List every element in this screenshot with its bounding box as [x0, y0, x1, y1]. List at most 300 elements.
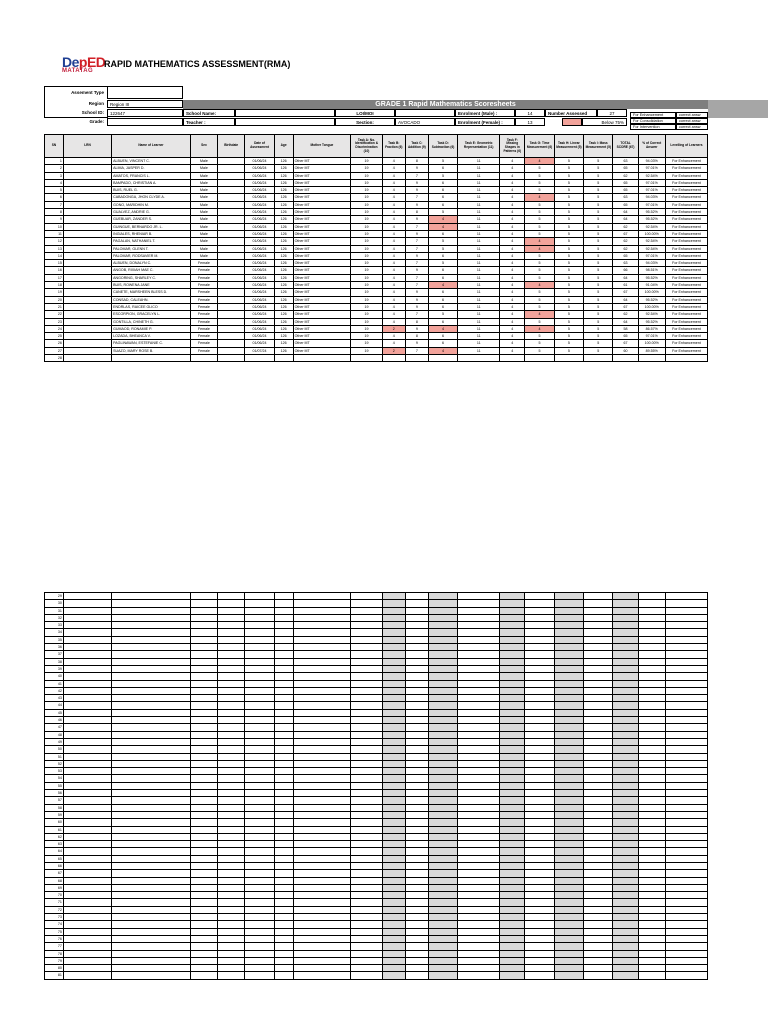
task-score[interactable]: 5 — [525, 318, 554, 325]
empty-cell[interactable] — [554, 892, 583, 899]
empty-cell[interactable] — [218, 687, 245, 694]
task-score[interactable]: 6 — [428, 201, 457, 208]
empty-cell[interactable] — [405, 870, 428, 877]
empty-cell[interactable] — [218, 965, 245, 972]
empty-cell[interactable] — [245, 877, 274, 884]
empty-cell[interactable] — [112, 680, 191, 687]
empty-cell[interactable] — [293, 811, 351, 818]
lrn-cell[interactable] — [63, 274, 111, 281]
empty-cell[interactable] — [458, 928, 500, 935]
empty-cell[interactable] — [584, 753, 613, 760]
task-score[interactable] — [458, 355, 500, 362]
task-score[interactable]: 4 — [500, 223, 525, 230]
empty-cell[interactable] — [245, 717, 274, 724]
task-score[interactable]: 5 — [584, 252, 613, 259]
empty-cell[interactable] — [613, 906, 638, 913]
empty-cell[interactable] — [405, 833, 428, 840]
empty-cell[interactable] — [245, 899, 274, 906]
learner-name[interactable]: BAMPADO, CHRISTIAN A. — [112, 179, 191, 186]
task-score[interactable]: 4 — [428, 325, 457, 332]
sex-cell[interactable]: Female — [190, 289, 217, 296]
sex-cell[interactable]: Male — [190, 223, 217, 230]
empty-cell[interactable] — [638, 855, 665, 862]
task-score[interactable]: 4 — [525, 238, 554, 245]
empty-cell[interactable] — [584, 957, 613, 964]
assessment-date[interactable] — [245, 355, 274, 362]
empty-cell[interactable] — [554, 797, 583, 804]
task-score[interactable]: 5 — [584, 325, 613, 332]
empty-cell[interactable] — [638, 702, 665, 709]
lrn-cell[interactable] — [63, 187, 111, 194]
empty-cell[interactable] — [351, 943, 382, 950]
empty-cell[interactable] — [584, 622, 613, 629]
task-score[interactable]: 19 — [351, 252, 382, 259]
task-score[interactable]: 5 — [584, 187, 613, 194]
assessment-date[interactable]: 01/07/24 — [245, 347, 274, 354]
empty-cell[interactable] — [458, 943, 500, 950]
task-score[interactable]: 4 — [428, 282, 457, 289]
empty-cell[interactable] — [638, 819, 665, 826]
empty-cell[interactable] — [382, 943, 405, 950]
empty-cell[interactable] — [63, 665, 111, 672]
empty-cell[interactable] — [218, 622, 245, 629]
task-score[interactable]: 6 — [428, 274, 457, 281]
mother-tongue[interactable]: Other MT — [293, 194, 351, 201]
empty-cell[interactable] — [351, 738, 382, 745]
empty-cell[interactable] — [500, 790, 525, 797]
mother-tongue[interactable]: Other MT — [293, 311, 351, 318]
empty-cell[interactable] — [382, 972, 405, 979]
empty-cell[interactable] — [190, 622, 217, 629]
task-score[interactable]: 5 — [584, 333, 613, 340]
birthdate-cell[interactable] — [218, 165, 245, 172]
empty-cell[interactable] — [613, 658, 638, 665]
task-score[interactable]: 11 — [458, 158, 500, 165]
empty-cell[interactable] — [351, 629, 382, 636]
empty-cell[interactable] — [274, 899, 293, 906]
empty-cell[interactable] — [500, 965, 525, 972]
empty-cell[interactable] — [274, 702, 293, 709]
empty-cell[interactable] — [613, 760, 638, 767]
empty-cell[interactable] — [500, 687, 525, 694]
learner-name[interactable]: PALOMAR, GLENN T. — [112, 245, 191, 252]
teacher-field[interactable] — [235, 118, 335, 126]
empty-cell[interactable] — [458, 855, 500, 862]
empty-cell[interactable] — [382, 644, 405, 651]
task-score[interactable]: 5 — [554, 187, 583, 194]
empty-cell[interactable] — [274, 644, 293, 651]
task-score[interactable]: 4 — [500, 311, 525, 318]
task-score[interactable]: 5 — [525, 179, 554, 186]
sex-cell[interactable]: Female — [190, 318, 217, 325]
empty-cell[interactable] — [525, 593, 554, 600]
empty-cell[interactable] — [405, 760, 428, 767]
empty-cell[interactable] — [638, 695, 665, 702]
empty-cell[interactable] — [500, 651, 525, 658]
empty-cell[interactable] — [405, 884, 428, 891]
lrn-cell[interactable] — [63, 347, 111, 354]
age-cell[interactable]: 126 — [274, 318, 293, 325]
empty-cell[interactable] — [351, 877, 382, 884]
empty-cell[interactable] — [112, 673, 191, 680]
task-score[interactable]: 5 — [554, 296, 583, 303]
mother-tongue[interactable]: Other MT — [293, 318, 351, 325]
assessment-date[interactable]: 01/06/24 — [245, 252, 274, 259]
empty-cell[interactable] — [351, 855, 382, 862]
empty-cell[interactable] — [428, 811, 457, 818]
empty-cell[interactable] — [613, 899, 638, 906]
empty-cell[interactable] — [525, 753, 554, 760]
empty-cell[interactable] — [638, 760, 665, 767]
birthdate-cell[interactable] — [218, 194, 245, 201]
empty-cell[interactable] — [218, 717, 245, 724]
empty-cell[interactable] — [665, 804, 707, 811]
empty-cell[interactable] — [190, 680, 217, 687]
empty-cell[interactable] — [63, 819, 111, 826]
empty-cell[interactable] — [190, 738, 217, 745]
empty-cell[interactable] — [613, 622, 638, 629]
assessment-date[interactable]: 01/06/24 — [245, 340, 274, 347]
task-score[interactable]: 5 — [554, 172, 583, 179]
empty-cell[interactable] — [190, 862, 217, 869]
empty-cell[interactable] — [351, 760, 382, 767]
task-score[interactable]: 5 — [428, 260, 457, 267]
mother-tongue[interactable]: Other MT — [293, 187, 351, 194]
empty-cell[interactable] — [274, 629, 293, 636]
empty-cell[interactable] — [428, 738, 457, 745]
empty-cell[interactable] — [218, 914, 245, 921]
empty-cell[interactable] — [458, 892, 500, 899]
empty-cell[interactable] — [293, 673, 351, 680]
empty-cell[interactable] — [665, 651, 707, 658]
empty-cell[interactable] — [554, 833, 583, 840]
empty-cell[interactable] — [584, 914, 613, 921]
empty-cell[interactable] — [584, 811, 613, 818]
empty-cell[interactable] — [274, 906, 293, 913]
empty-cell[interactable] — [351, 921, 382, 928]
task-score[interactable]: 19 — [351, 260, 382, 267]
empty-cell[interactable] — [525, 680, 554, 687]
mother-tongue[interactable]: Other MT — [293, 223, 351, 230]
empty-cell[interactable] — [351, 884, 382, 891]
empty-cell[interactable] — [525, 746, 554, 753]
empty-cell[interactable] — [405, 928, 428, 935]
empty-cell[interactable] — [500, 826, 525, 833]
empty-cell[interactable] — [458, 768, 500, 775]
task-score[interactable]: 7 — [405, 223, 428, 230]
empty-cell[interactable] — [63, 921, 111, 928]
mother-tongue[interactable]: Other MT — [293, 333, 351, 340]
empty-cell[interactable] — [63, 629, 111, 636]
empty-cell[interactable] — [554, 687, 583, 694]
task-score[interactable]: 5 — [554, 289, 583, 296]
empty-cell[interactable] — [190, 877, 217, 884]
empty-cell[interactable] — [112, 928, 191, 935]
learner-name[interactable]: GONTILLA, CHINETH G. — [112, 318, 191, 325]
empty-cell[interactable] — [584, 775, 613, 782]
empty-cell[interactable] — [274, 841, 293, 848]
task-score[interactable]: 5 — [584, 216, 613, 223]
empty-cell[interactable] — [613, 804, 638, 811]
empty-cell[interactable] — [293, 906, 351, 913]
empty-cell[interactable] — [638, 848, 665, 855]
empty-cell[interactable] — [613, 797, 638, 804]
empty-cell[interactable] — [190, 607, 217, 614]
empty-cell[interactable] — [428, 600, 457, 607]
empty-cell[interactable] — [245, 607, 274, 614]
empty-cell[interactable] — [293, 687, 351, 694]
empty-cell[interactable] — [428, 797, 457, 804]
empty-cell[interactable] — [554, 600, 583, 607]
empty-cell[interactable] — [274, 665, 293, 672]
empty-cell[interactable] — [584, 760, 613, 767]
empty-cell[interactable] — [293, 665, 351, 672]
empty-cell[interactable] — [584, 607, 613, 614]
lrn-cell[interactable] — [63, 296, 111, 303]
empty-cell[interactable] — [293, 884, 351, 891]
task-score[interactable]: 5 — [525, 289, 554, 296]
empty-cell[interactable] — [554, 928, 583, 935]
empty-cell[interactable] — [500, 600, 525, 607]
empty-cell[interactable] — [112, 695, 191, 702]
empty-cell[interactable] — [190, 629, 217, 636]
empty-cell[interactable] — [500, 665, 525, 672]
task-score[interactable]: 4 — [382, 194, 405, 201]
lrn-cell[interactable] — [63, 238, 111, 245]
empty-cell[interactable] — [584, 695, 613, 702]
empty-cell[interactable] — [245, 826, 274, 833]
empty-cell[interactable] — [293, 695, 351, 702]
empty-cell[interactable] — [218, 782, 245, 789]
empty-cell[interactable] — [554, 673, 583, 680]
empty-cell[interactable] — [613, 972, 638, 979]
empty-cell[interactable] — [638, 768, 665, 775]
empty-cell[interactable] — [293, 833, 351, 840]
task-score[interactable]: 19 — [351, 172, 382, 179]
learner-name[interactable]: CONSAD, CALEAHN. — [112, 296, 191, 303]
empty-cell[interactable] — [382, 782, 405, 789]
empty-cell[interactable] — [638, 921, 665, 928]
task-score[interactable] — [351, 355, 382, 362]
empty-cell[interactable] — [525, 884, 554, 891]
empty-cell[interactable] — [293, 819, 351, 826]
task-score[interactable]: 5 — [554, 282, 583, 289]
empty-cell[interactable] — [428, 892, 457, 899]
sex-cell[interactable]: Female — [190, 311, 217, 318]
empty-cell[interactable] — [428, 950, 457, 957]
empty-cell[interactable] — [245, 928, 274, 935]
task-score[interactable]: 4 — [382, 245, 405, 252]
birthdate-cell[interactable] — [218, 216, 245, 223]
empty-cell[interactable] — [500, 782, 525, 789]
empty-cell[interactable] — [458, 797, 500, 804]
task-score[interactable]: 6 — [428, 194, 457, 201]
empty-cell[interactable] — [525, 826, 554, 833]
empty-cell[interactable] — [351, 914, 382, 921]
empty-cell[interactable] — [458, 600, 500, 607]
empty-cell[interactable] — [112, 841, 191, 848]
empty-cell[interactable] — [112, 943, 191, 950]
task-score[interactable]: 5 — [554, 201, 583, 208]
empty-cell[interactable] — [458, 593, 500, 600]
empty-cell[interactable] — [525, 614, 554, 621]
sex-cell[interactable]: Male — [190, 165, 217, 172]
empty-cell[interactable] — [525, 877, 554, 884]
task-score[interactable]: 4 — [500, 303, 525, 310]
empty-cell[interactable] — [112, 636, 191, 643]
empty-cell[interactable] — [613, 790, 638, 797]
empty-cell[interactable] — [218, 833, 245, 840]
sex-cell[interactable]: Female — [190, 303, 217, 310]
empty-cell[interactable] — [428, 914, 457, 921]
task-score[interactable]: 6 — [428, 165, 457, 172]
empty-cell[interactable] — [382, 899, 405, 906]
empty-cell[interactable] — [382, 731, 405, 738]
empty-cell[interactable] — [500, 950, 525, 957]
empty-cell[interactable] — [274, 768, 293, 775]
birthdate-cell[interactable] — [218, 187, 245, 194]
task-score[interactable]: 19 — [351, 282, 382, 289]
empty-cell[interactable] — [554, 709, 583, 716]
empty-cell[interactable] — [458, 811, 500, 818]
empty-cell[interactable] — [458, 965, 500, 972]
empty-cell[interactable] — [428, 935, 457, 942]
lrn-cell[interactable] — [63, 333, 111, 340]
empty-cell[interactable] — [584, 877, 613, 884]
empty-cell[interactable] — [245, 819, 274, 826]
empty-cell[interactable] — [405, 673, 428, 680]
task-score[interactable]: 5 — [584, 158, 613, 165]
empty-cell[interactable] — [500, 760, 525, 767]
empty-cell[interactable] — [190, 790, 217, 797]
assessment-date[interactable]: 01/06/24 — [245, 260, 274, 267]
empty-cell[interactable] — [405, 665, 428, 672]
empty-cell[interactable] — [525, 782, 554, 789]
empty-cell[interactable] — [525, 687, 554, 694]
empty-cell[interactable] — [351, 644, 382, 651]
empty-cell[interactable] — [351, 665, 382, 672]
empty-cell[interactable] — [665, 746, 707, 753]
age-cell[interactable]: 126 — [274, 238, 293, 245]
empty-cell[interactable] — [63, 877, 111, 884]
task-score[interactable]: 5 — [584, 289, 613, 296]
learner-name[interactable]: GUINGUE, BERNARDO JR. L. — [112, 223, 191, 230]
empty-cell[interactable] — [613, 651, 638, 658]
assessment-date[interactable]: 01/06/24 — [245, 223, 274, 230]
task-score[interactable]: 19 — [351, 333, 382, 340]
task-score[interactable]: 4 — [382, 223, 405, 230]
empty-cell[interactable] — [665, 724, 707, 731]
empty-cell[interactable] — [584, 943, 613, 950]
empty-cell[interactable] — [63, 914, 111, 921]
empty-cell[interactable] — [665, 629, 707, 636]
empty-cell[interactable] — [405, 717, 428, 724]
empty-cell[interactable] — [584, 797, 613, 804]
empty-cell[interactable] — [63, 607, 111, 614]
empty-cell[interactable] — [500, 870, 525, 877]
empty-cell[interactable] — [665, 731, 707, 738]
assessment-type-field[interactable] — [107, 86, 183, 99]
empty-cell[interactable] — [245, 848, 274, 855]
empty-cell[interactable] — [382, 906, 405, 913]
empty-cell[interactable] — [428, 768, 457, 775]
task-score[interactable]: 4 — [382, 230, 405, 237]
lrn-cell[interactable] — [63, 230, 111, 237]
empty-cell[interactable] — [245, 768, 274, 775]
empty-cell[interactable] — [500, 768, 525, 775]
empty-cell[interactable] — [112, 709, 191, 716]
empty-cell[interactable] — [525, 717, 554, 724]
age-cell[interactable]: 126 — [274, 340, 293, 347]
empty-cell[interactable] — [190, 826, 217, 833]
task-score[interactable]: 5 — [584, 230, 613, 237]
task-score[interactable]: 19 — [351, 187, 382, 194]
task-score[interactable]: 4 — [382, 252, 405, 259]
empty-cell[interactable] — [293, 935, 351, 942]
empty-cell[interactable] — [458, 804, 500, 811]
lrn-cell[interactable] — [63, 223, 111, 230]
empty-cell[interactable] — [245, 833, 274, 840]
task-score[interactable]: 5 — [428, 209, 457, 216]
empty-cell[interactable] — [584, 950, 613, 957]
task-score[interactable]: 4 — [500, 318, 525, 325]
task-score[interactable]: 5 — [525, 187, 554, 194]
mother-tongue[interactable]: Other MT — [293, 201, 351, 208]
task-score[interactable]: 2 — [382, 347, 405, 354]
empty-cell[interactable] — [63, 753, 111, 760]
learner-name[interactable]: PAGLINAWAN, ESTEFANIE C. — [112, 340, 191, 347]
empty-cell[interactable] — [293, 914, 351, 921]
lrn-cell[interactable] — [63, 172, 111, 179]
empty-cell[interactable] — [458, 717, 500, 724]
empty-cell[interactable] — [584, 862, 613, 869]
empty-cell[interactable] — [293, 855, 351, 862]
empty-cell[interactable] — [525, 629, 554, 636]
empty-cell[interactable] — [428, 826, 457, 833]
empty-cell[interactable] — [245, 870, 274, 877]
empty-cell[interactable] — [293, 746, 351, 753]
empty-cell[interactable] — [63, 687, 111, 694]
school-name-field[interactable] — [235, 109, 335, 117]
empty-cell[interactable] — [274, 811, 293, 818]
empty-cell[interactable] — [428, 870, 457, 877]
empty-cell[interactable] — [665, 673, 707, 680]
empty-cell[interactable] — [613, 709, 638, 716]
task-score[interactable]: 4 — [500, 347, 525, 354]
task-score[interactable]: 4 — [525, 194, 554, 201]
task-score[interactable]: 6 — [428, 252, 457, 259]
task-score[interactable]: 5 — [525, 209, 554, 216]
empty-cell[interactable] — [63, 957, 111, 964]
empty-cell[interactable] — [458, 775, 500, 782]
empty-cell[interactable] — [112, 600, 191, 607]
empty-cell[interactable] — [665, 760, 707, 767]
empty-cell[interactable] — [293, 658, 351, 665]
empty-cell[interactable] — [665, 636, 707, 643]
assessment-date[interactable]: 01/06/24 — [245, 201, 274, 208]
empty-cell[interactable] — [458, 877, 500, 884]
empty-cell[interactable] — [274, 848, 293, 855]
empty-cell[interactable] — [525, 702, 554, 709]
empty-cell[interactable] — [405, 782, 428, 789]
task-score[interactable]: 8 — [405, 318, 428, 325]
empty-cell[interactable] — [405, 636, 428, 643]
empty-cell[interactable] — [293, 636, 351, 643]
birthdate-cell[interactable] — [218, 325, 245, 332]
mother-tongue[interactable]: Other MT — [293, 216, 351, 223]
empty-cell[interactable] — [458, 607, 500, 614]
empty-cell[interactable] — [613, 731, 638, 738]
